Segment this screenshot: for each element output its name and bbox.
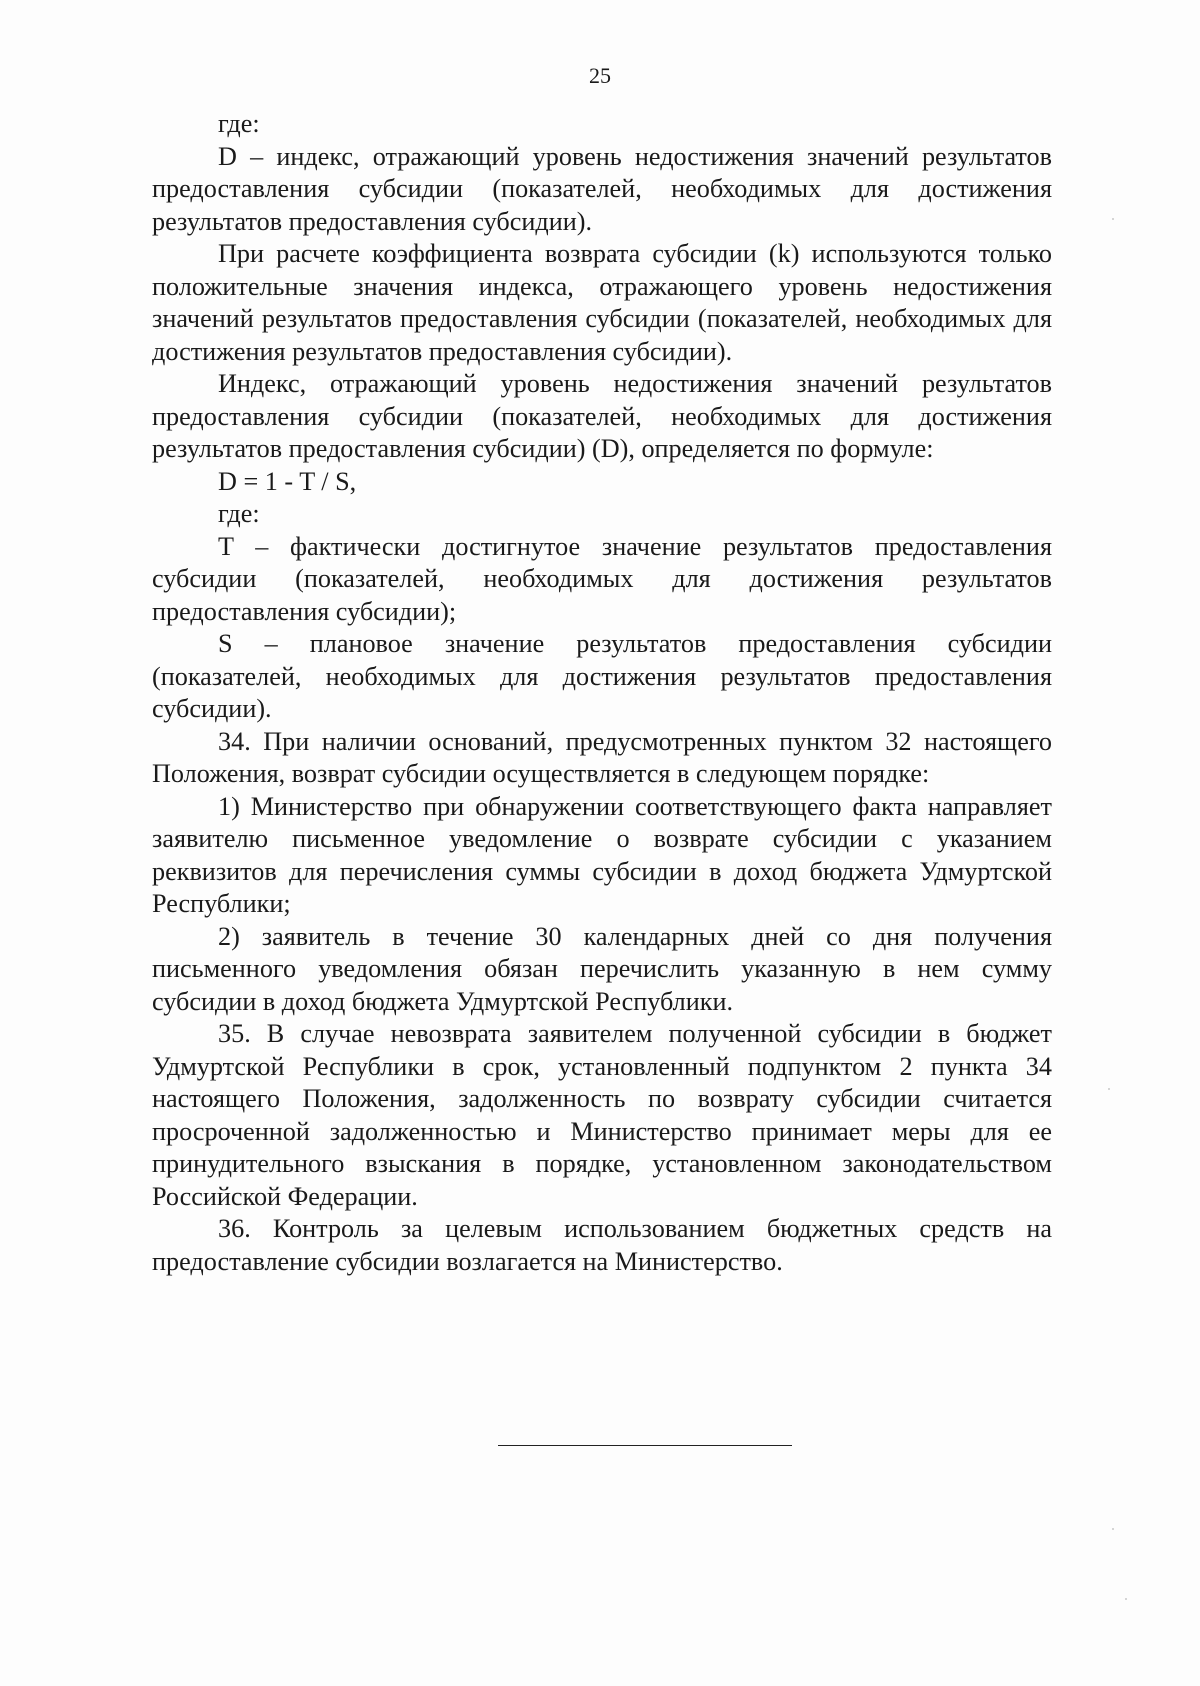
- paragraph-index-intro: Индекс, отражающий уровень недостижения значений результатов предоставления субсидии (показателей, необходимых для достижения результатов предоставления субсидии) (D), определяется по формуле:: [152, 369, 1052, 463]
- paragraph-clause-34-item-1: 1) Министерство при обнаружении соответствующего факта направляет заявителю письменное уведомление о возврате субсидии с указанием реквизитов для перечисления суммы субсидии в доход бюджета Удмуртской Республики;: [152, 791, 1052, 918]
- paragraph-where-2: где:: [218, 499, 260, 528]
- paragraph-definition-d: D – индекс, отражающий уровень недостижения значений результатов предоставления субсидии (показателей, необходимых для достижения результатов предоставления субсидии).: [152, 141, 1052, 236]
- scan-speck: [1112, 1528, 1114, 1530]
- closing-rule: [498, 1445, 792, 1446]
- paragraph-definition-s: S – плановое значение результатов предоставления субсидии (показателей, необходимых для достижения результатов предоставления субсидии).: [152, 629, 1052, 723]
- paragraph-definition-t: T – фактически достигнутое значение результатов предоставления субсидии (показателей, необходимых для достижения результатов предоставления субсидии);: [152, 531, 1052, 626]
- paragraph-clause-35: 35. В случае невозврата заявителем полученной субсидии в бюджет Удмуртской Республики в срок, установленный подпунктом 2 пункта 34 настоящего Положения, задолженность по возврату субсидии считается просроченной задолженностью и Министерство принимает меры для ее принудительного взыскания в порядке, установленном законодательством Российской Федерации.: [152, 1019, 1052, 1211]
- paragraph-where-1: где:: [218, 109, 260, 138]
- page-number: 25: [589, 63, 611, 88]
- document-body: [152, 108, 1052, 1278]
- paragraph-clause-34: 34. При наличии оснований, предусмотренных пунктом 32 настоящего Положения, возврат субсидии осуществляется в следующем порядке:: [152, 726, 1052, 788]
- formula: D = 1 - T / S,: [218, 466, 357, 496]
- paragraph-coefficient-note: При расчете коэффициента возврата субсидии (k) используются только положительные значения индекса, отражающего уровень недостижения значений результатов предоставления субсидии (показателей, необходимых для достижения результатов предоставления субсидии).: [152, 239, 1052, 366]
- scan-speck: [1108, 1088, 1110, 1090]
- scan-speck: [1112, 218, 1114, 220]
- scan-speck: [1125, 1598, 1127, 1600]
- paragraph-clause-36: 36. Контроль за целевым использованием бюджетных средств на предоставление субсидии возлагается на Министерство.: [152, 1214, 1052, 1276]
- paragraph-clause-34-item-2: 2) заявитель в течение 30 календарных дней со дня получения письменного уведомления обязан перечислить указанную в нем сумму субсидии в доход бюджета Удмуртской Республики.: [152, 921, 1052, 1016]
